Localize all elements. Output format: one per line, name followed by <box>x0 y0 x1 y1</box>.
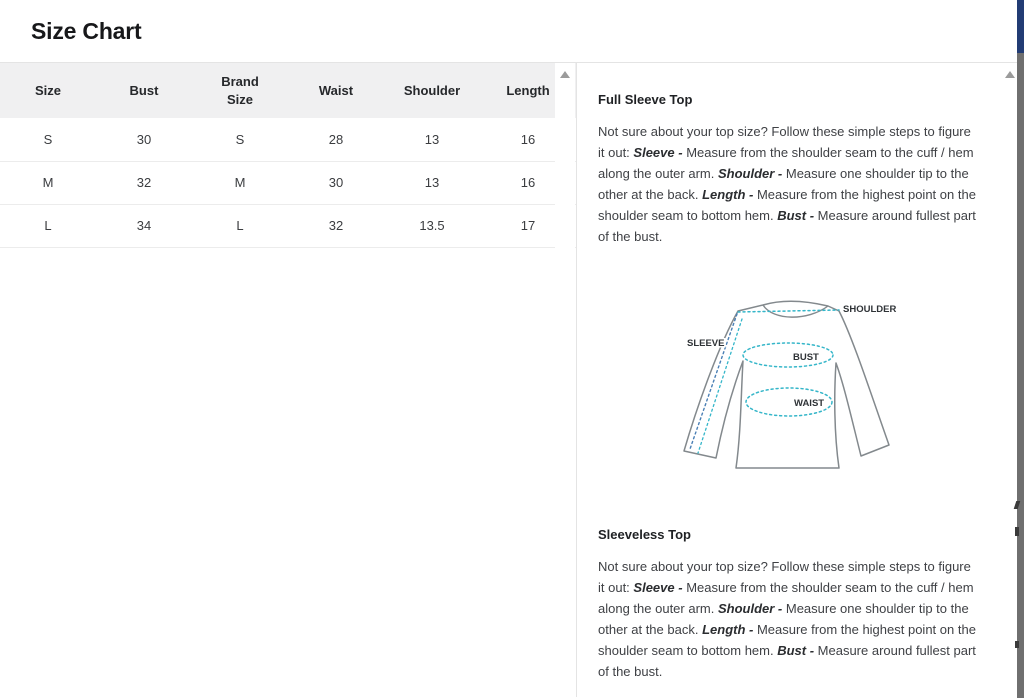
guide-section-full-sleeve <box>598 92 980 247</box>
cell-length: 16 <box>520 131 536 147</box>
section-heading: Full Sleeve Top <box>598 92 693 107</box>
col-header-waist: Waist <box>318 82 354 98</box>
diagram-label-bust: BUST <box>793 352 819 363</box>
table-header-row <box>0 63 576 118</box>
diagram-label-waist: WAIST <box>794 398 825 409</box>
cell-bust: 34 <box>136 218 152 233</box>
guide-section-sleeveless <box>598 527 980 682</box>
top-measurement-diagram <box>678 293 900 478</box>
scroll-up-icon[interactable] <box>560 71 570 78</box>
cell-length: 16 <box>520 175 536 190</box>
edge-artifact <box>1015 641 1019 648</box>
cell-bust: 32 <box>136 175 152 190</box>
table-row <box>0 118 576 161</box>
cell-shoulder: 13 <box>424 131 440 147</box>
table-row <box>0 204 576 247</box>
garment-diagram-image <box>678 293 900 478</box>
size-table <box>0 63 576 248</box>
cell-length: 17 <box>520 218 536 233</box>
page-title: Size Chart <box>31 17 142 44</box>
edge-artifact <box>1015 527 1019 536</box>
content <box>0 63 1024 697</box>
window-scrollbar-top <box>1017 0 1024 53</box>
section-heading: Sleeveless Top <box>598 527 691 542</box>
cell-waist: 30 <box>328 175 344 190</box>
size-table-pane <box>0 63 577 697</box>
cell-bust: 30 <box>136 131 152 147</box>
cell-shoulder: 13.5 <box>419 218 445 233</box>
cell-brand-size: S <box>235 131 245 147</box>
cell-size: M <box>42 175 54 190</box>
section-paragraph: Not sure about your top size? Follow these simple steps to figure it out: Sleeve - Measure from the shoulder seam to the cuff / hem along the outer arm. Shoulder - Measure one shoulder tip to the other at the back. Length - Measure from the highest point on the shoulder seam to bottom hem. Bust - Measure around fullest part of the bust. <box>598 559 976 679</box>
window-scrollbar[interactable] <box>1017 0 1024 698</box>
col-header-shoulder: Shoulder <box>403 82 461 98</box>
cell-shoulder: 13 <box>424 175 440 190</box>
diagram-label-shoulder: SHOULDER <box>843 304 897 315</box>
table-row <box>0 161 576 204</box>
cell-brand-size: L <box>236 218 244 233</box>
col-header-size: Size <box>34 82 61 98</box>
cell-size: S <box>43 131 53 147</box>
titlebar <box>0 0 1024 63</box>
right-pane-scrollbar[interactable] <box>1003 63 1017 697</box>
diagram-label-sleeve: SLEEVE <box>687 338 725 349</box>
col-header-length: Length <box>506 82 550 98</box>
cell-waist: 28 <box>328 131 344 147</box>
col-header-brand-size: Brand Size <box>221 73 259 107</box>
measure-guide-pane <box>577 63 1024 697</box>
cell-waist: 32 <box>328 218 344 233</box>
cell-size: L <box>44 218 52 233</box>
cell-brand-size: M <box>234 175 246 190</box>
col-header-bust: Bust <box>129 82 159 98</box>
scroll-up-icon[interactable] <box>1005 71 1015 78</box>
left-pane-scrollbar[interactable] <box>555 63 575 697</box>
section-paragraph: Not sure about your top size? Follow these simple steps to figure it out: Sleeve - Measure from the shoulder seam to the cuff / hem along the outer arm. Shoulder - Measure one shoulder tip to the other at the back. Length - Measure from the highest point on the shoulder seam to bottom hem. Bust - Measure around fullest part of the bust. <box>598 124 976 244</box>
